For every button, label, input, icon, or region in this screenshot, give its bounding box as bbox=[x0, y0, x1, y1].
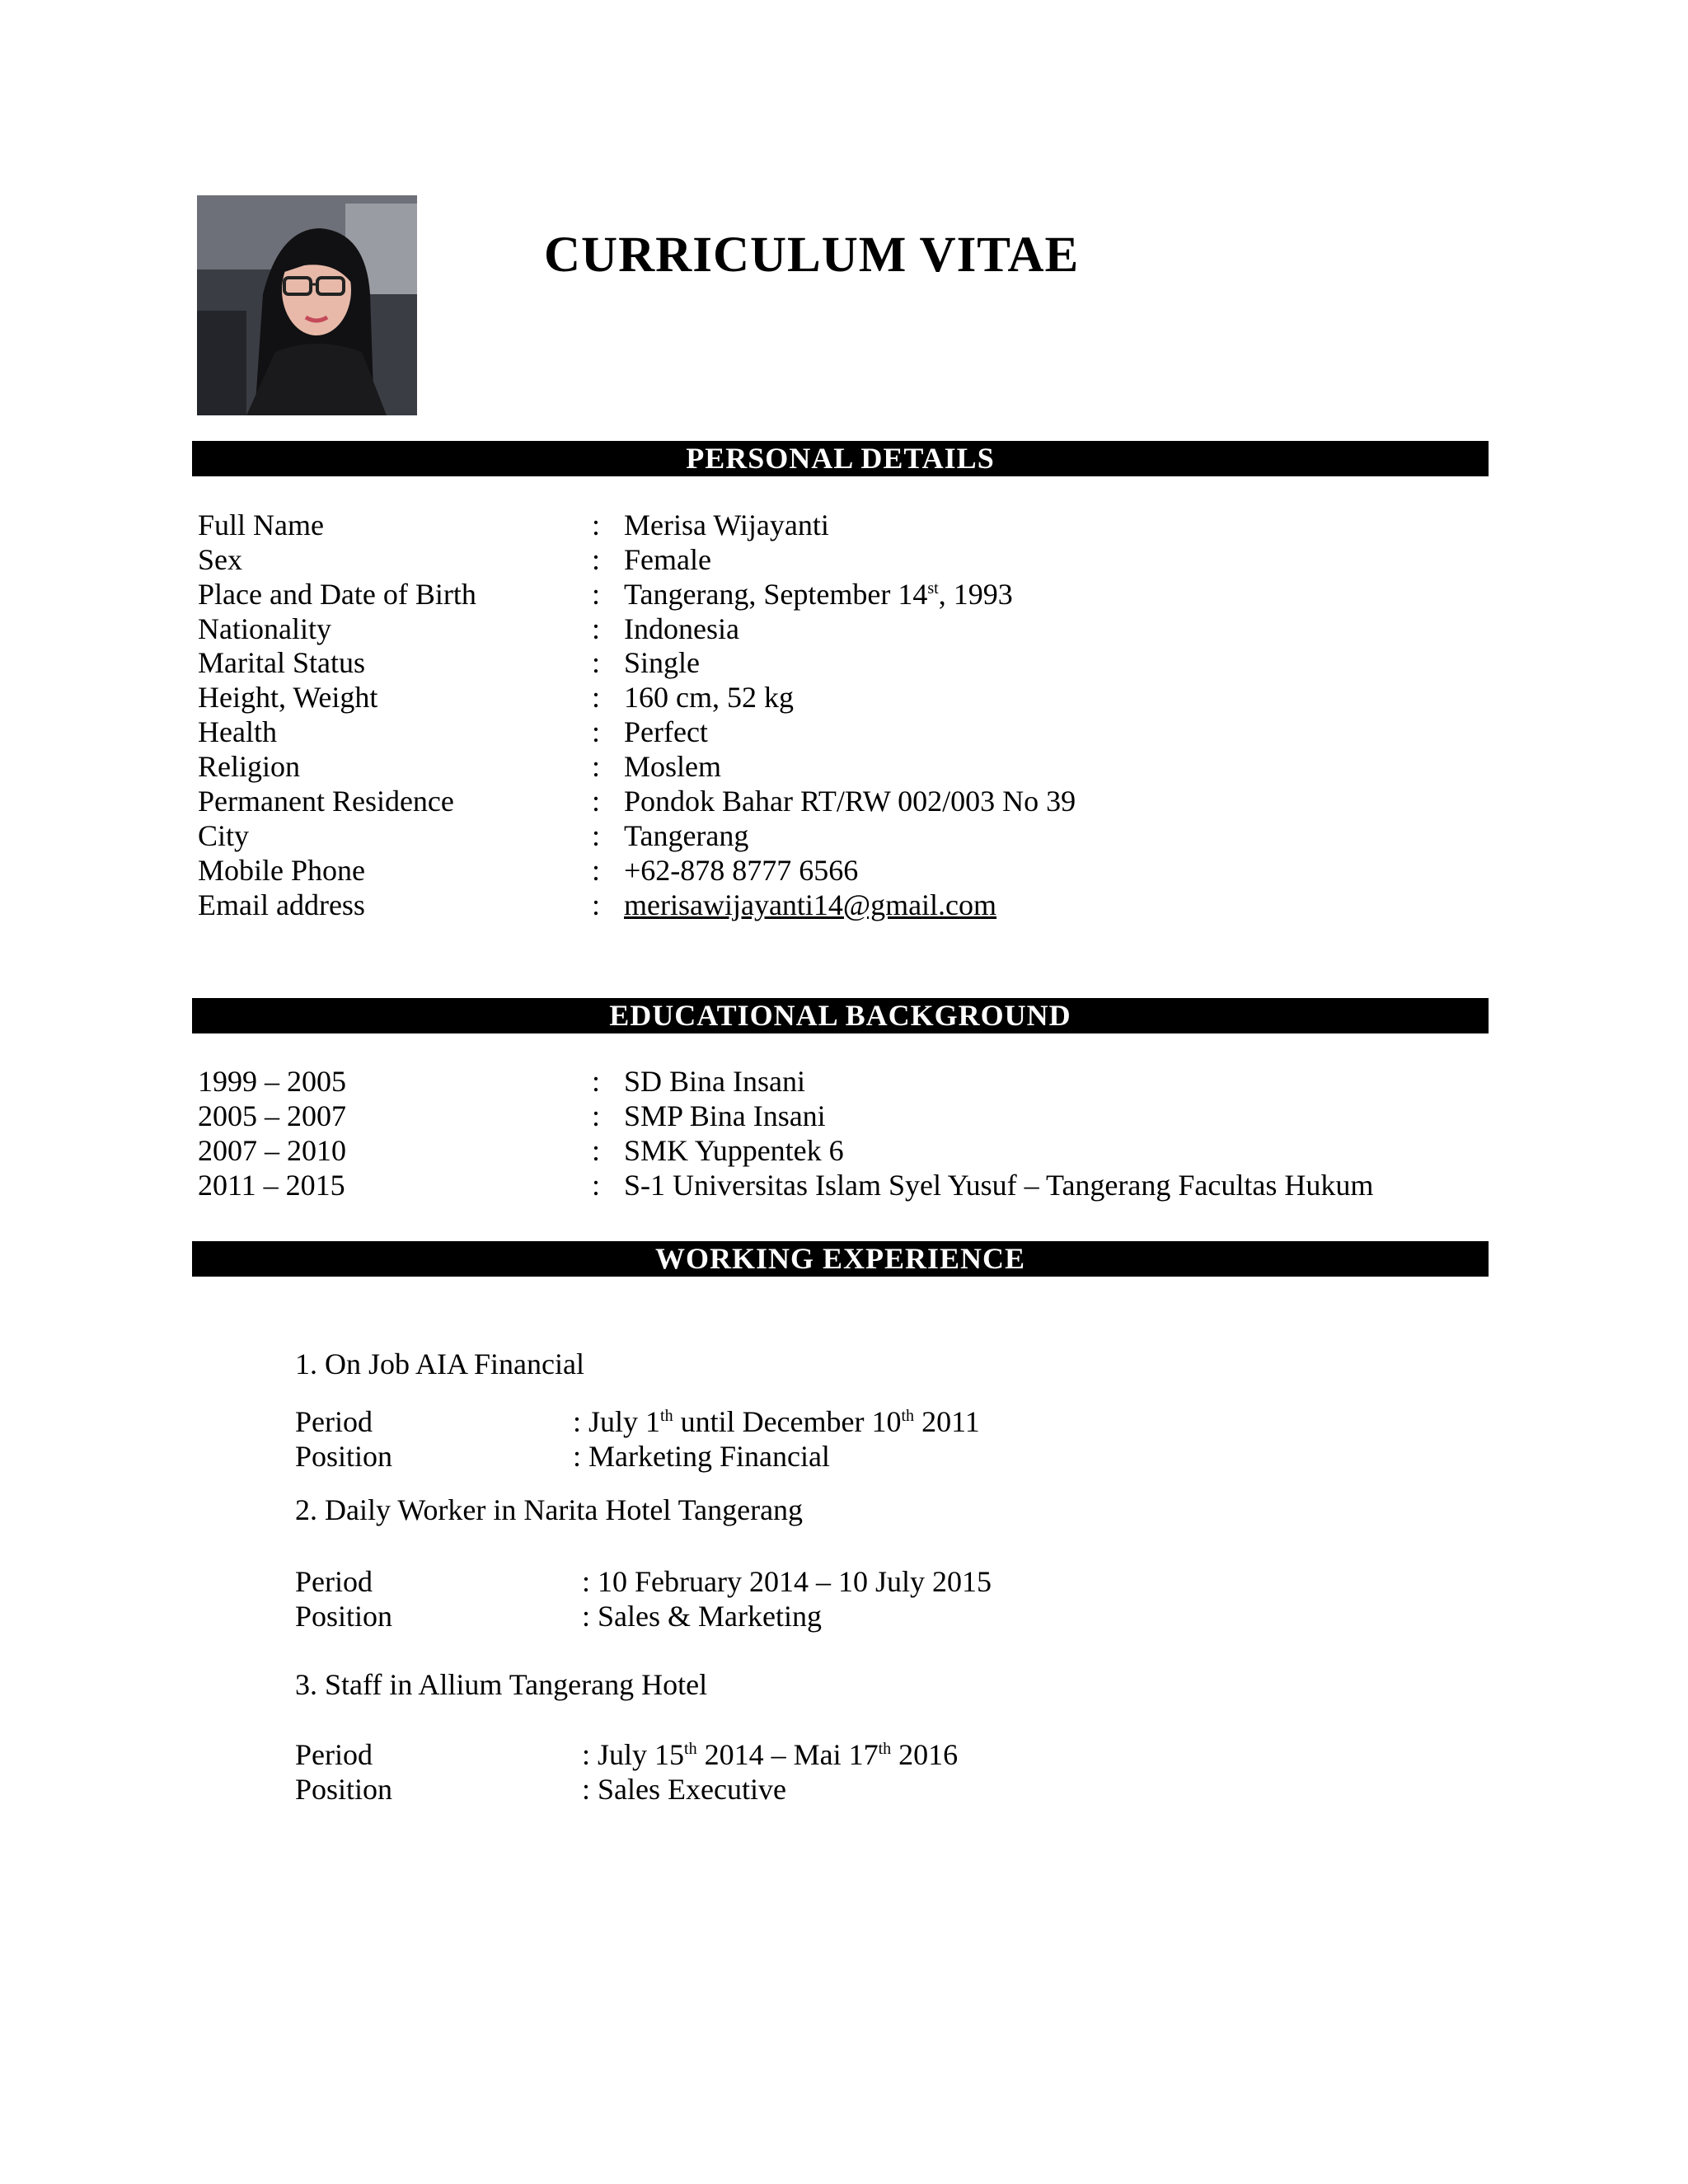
job-period-label: Period bbox=[295, 1738, 373, 1771]
period-end: 2014 – Mai 17 bbox=[696, 1738, 879, 1771]
detail-separator: : bbox=[592, 543, 601, 576]
detail-separator: : bbox=[592, 1099, 601, 1132]
education-school: S-1 Universitas Islam Syel Yusuf – Tangerang Facultas Hukum bbox=[624, 1169, 1374, 1202]
detail-separator: : bbox=[592, 785, 601, 818]
job-position-value: : Sales Executive bbox=[582, 1773, 786, 1806]
detail-value bbox=[624, 577, 1013, 612]
job-period-value bbox=[573, 1404, 980, 1439]
job-period-label: Period bbox=[295, 1565, 373, 1598]
detail-separator: : bbox=[592, 1169, 601, 1202]
detail-value: 160 cm, 52 kg bbox=[624, 681, 794, 714]
detail-label: Marital Status bbox=[198, 646, 365, 679]
section-header-personal-details: PERSONAL DETAILS bbox=[192, 441, 1489, 476]
detail-separator: : bbox=[592, 888, 601, 921]
detail-label: Nationality bbox=[198, 612, 331, 645]
education-years: 2007 – 2010 bbox=[198, 1134, 346, 1167]
birth-date-suffix: st bbox=[927, 579, 939, 598]
detail-value: Tangerang bbox=[624, 819, 749, 852]
detail-separator: : bbox=[592, 750, 601, 783]
detail-value: Indonesia bbox=[624, 612, 739, 645]
job-period-label: Period bbox=[295, 1405, 373, 1438]
section-header-working-experience: WORKING EXPERIENCE bbox=[192, 1241, 1489, 1277]
profile-photo bbox=[197, 195, 417, 415]
job-period-value bbox=[582, 1737, 958, 1772]
section-header-educational-background: EDUCATIONAL BACKGROUND bbox=[192, 998, 1489, 1033]
birth-year: , 1993 bbox=[938, 578, 1013, 611]
detail-separator: : bbox=[592, 854, 601, 887]
detail-value: Merisa Wijayanti bbox=[624, 509, 829, 541]
period-year: 2016 bbox=[891, 1738, 959, 1771]
detail-separator: : bbox=[592, 578, 601, 611]
education-school: SMP Bina Insani bbox=[624, 1099, 826, 1132]
job-title: 2. Daily Worker in Narita Hotel Tangerang bbox=[295, 1493, 804, 1526]
job-position-label: Position bbox=[295, 1600, 393, 1633]
education-school: SD Bina Insani bbox=[624, 1065, 805, 1098]
job-position-value: : Marketing Financial bbox=[573, 1440, 830, 1473]
detail-separator: : bbox=[592, 715, 601, 748]
period-start: : July 15 bbox=[582, 1738, 685, 1771]
job-period-value: : 10 February 2014 – 10 July 2015 bbox=[582, 1565, 992, 1598]
period-start: : July 1 bbox=[573, 1405, 661, 1438]
detail-label: Email address bbox=[198, 888, 365, 921]
detail-label: City bbox=[198, 819, 250, 852]
detail-separator: : bbox=[592, 612, 601, 645]
detail-label: Full Name bbox=[198, 509, 324, 541]
detail-separator: : bbox=[592, 1134, 601, 1167]
detail-separator: : bbox=[592, 646, 601, 679]
job-title: 3. Staff in Allium Tangerang Hotel bbox=[295, 1668, 708, 1701]
detail-label: Permanent Residence bbox=[198, 785, 454, 818]
detail-separator: : bbox=[592, 509, 601, 541]
detail-value: Moslem bbox=[624, 750, 722, 783]
period-end-suffix: th bbox=[878, 1740, 892, 1758]
detail-label: Health bbox=[198, 715, 277, 748]
detail-separator: : bbox=[592, 681, 601, 714]
detail-value: Single bbox=[624, 646, 701, 679]
detail-separator: : bbox=[592, 819, 601, 852]
period-start-suffix: th bbox=[684, 1740, 697, 1758]
job-position-label: Position bbox=[295, 1773, 393, 1806]
job-position-value: : Sales & Marketing bbox=[582, 1600, 822, 1633]
period-year: 2011 bbox=[914, 1405, 980, 1438]
detail-label: Mobile Phone bbox=[198, 854, 365, 887]
detail-label: Religion bbox=[198, 750, 300, 783]
period-end-suffix: th bbox=[901, 1407, 915, 1425]
birth-date: Tangerang, September 14 bbox=[624, 578, 928, 611]
detail-value: Pondok Bahar RT/RW 002/003 No 39 bbox=[624, 785, 1076, 818]
period-start-suffix: th bbox=[660, 1407, 673, 1425]
email-link[interactable]: merisawijayanti14@gmail.com bbox=[624, 888, 997, 921]
education-years: 1999 – 2005 bbox=[198, 1065, 346, 1098]
education-school: SMK Yuppentek 6 bbox=[624, 1134, 844, 1167]
detail-label: Height, Weight bbox=[198, 681, 378, 714]
detail-label: Sex bbox=[198, 543, 242, 576]
education-years: 2005 – 2007 bbox=[198, 1099, 346, 1132]
detail-value: Female bbox=[624, 543, 711, 576]
document-title: CURRICULUM VITAE bbox=[544, 227, 1080, 283]
education-years: 2011 – 2015 bbox=[198, 1169, 345, 1202]
job-position-label: Position bbox=[295, 1440, 393, 1473]
detail-value: Perfect bbox=[624, 715, 708, 748]
job-title: 1. On Job AIA Financial bbox=[295, 1347, 584, 1380]
period-end: until December 10 bbox=[673, 1405, 902, 1438]
detail-label: Place and Date of Birth bbox=[198, 578, 476, 611]
detail-separator: : bbox=[592, 1065, 601, 1098]
detail-value: +62-878 8777 6566 bbox=[624, 854, 859, 887]
